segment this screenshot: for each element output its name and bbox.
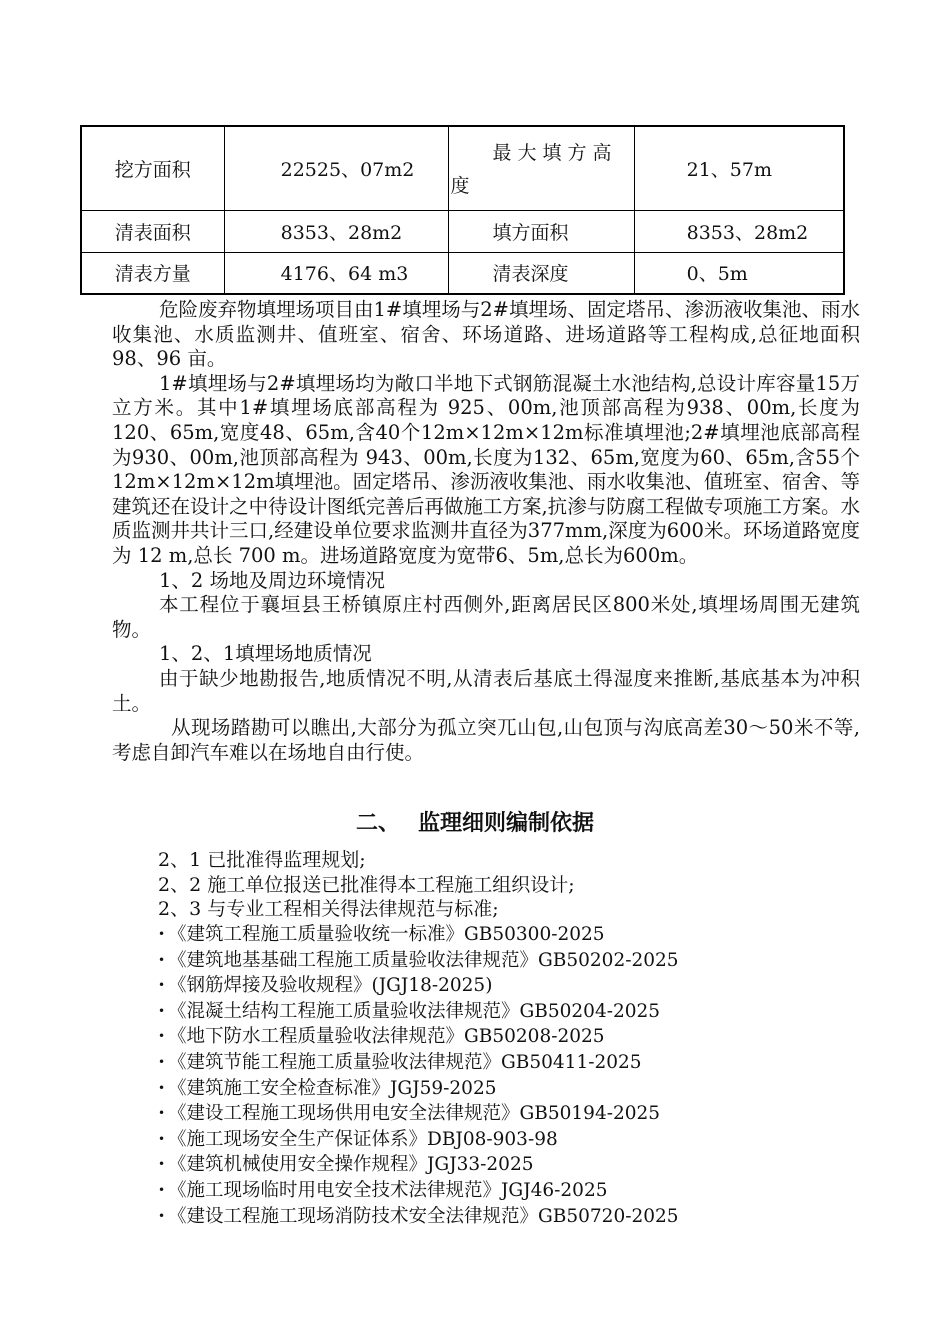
list-item-text: 《建筑工程施工质量验收统一标准》GB50300-2025 (168, 924, 605, 945)
bullet-icon: • (158, 1131, 166, 1146)
bullet-icon: • (158, 1054, 166, 1069)
bullet-icon: • (158, 927, 166, 941)
table-cell-value: 4176、64 m3 (224, 252, 448, 294)
paragraph-project-scope: 危险废弃物填埋场项目由1#填埋场与2#填埋场、固定塔吊、渗沥液收集池、雨水收集池、水质监测井、值班室、宿舍、环场道路、进场道路等工程构成,总征地面积 98、96 亩。 (112, 298, 860, 371)
list-item (158, 948, 679, 974)
section-title: 监理细则编制依据 (418, 811, 595, 836)
table-row (81, 210, 844, 252)
table-cell-label: 清表方量 (81, 252, 224, 294)
list-item (158, 1076, 679, 1102)
section-heading (0, 806, 950, 837)
list-item-text: 《施工现场临时用电安全技术法律规范》JGJ46-2025 (168, 1179, 608, 1201)
bullet-icon: • (158, 1080, 166, 1095)
table-cell-label-line1: 最大填方高 (492, 142, 618, 165)
list-item-text: 《钢筋焊接及验收规程》(JGJ18-2025) (168, 975, 493, 997)
table-cell-label: 填方面积 (448, 210, 634, 252)
list-item (158, 1152, 679, 1178)
table-row (81, 126, 844, 210)
standards-list (158, 922, 679, 1229)
list-item (158, 999, 679, 1025)
basis-list (158, 848, 575, 922)
list-item-text: 《建设工程施工现场消防技术安全法律规范》GB50720-2025 (168, 1205, 679, 1227)
list-item-text: 《混凝土结构工程施工质量验收法律规范》GB50204-2025 (168, 1000, 661, 1022)
table-cell-label-line2: 度 (450, 175, 470, 198)
bullet-icon: • (158, 978, 166, 993)
basis-item: 2、3 与专业工程相关得法律规范与标准; (158, 898, 499, 921)
bullet-icon: • (158, 1106, 166, 1121)
table-cell-value: 8353、28m2 (224, 210, 448, 252)
subheading-geology: 1、2、1填埋场地质情况 (159, 642, 372, 666)
subheading-site-environment: 1、2 场地及周边环境情况 (159, 568, 386, 592)
table-row (81, 252, 844, 294)
paragraph-site-location: 本工程位于襄垣县王桥镇原庄村西侧外,距离居民区800米处,填埋场周围无建筑物。 (112, 593, 860, 641)
table-cell-value: 22525、07m2 (224, 126, 448, 210)
list-item (158, 1204, 679, 1230)
paragraph-geology: 由于缺少地勘报告,地质情况不明,从清表后基底土得湿度来推断,基底基本为冲积土。 (112, 666, 860, 715)
basis-item: 2、1 已批准得监理规划; (158, 849, 366, 871)
list-item (158, 1178, 679, 1204)
list-item-text: 《建筑节能工程施工质量验收法律规范》GB50411-2025 (168, 1051, 642, 1073)
list-item (158, 1024, 679, 1050)
bullet-icon: • (158, 1003, 166, 1018)
list-item-text: 《施工现场安全生产保证体系》DBJ08-903-98 (168, 1128, 558, 1150)
basis-item: 2、2 施工单位报送已批准得本工程施工组织设计; (158, 873, 575, 896)
list-item (158, 973, 679, 999)
table-cell-label: 挖方面积 (81, 126, 224, 210)
bullet-icon: • (158, 952, 166, 967)
list-item (158, 1127, 679, 1153)
bullet-icon: • (158, 1182, 166, 1197)
list-item-text: 《建设工程施工现场供用电安全法律规范》GB50194-2025 (168, 1103, 661, 1125)
project-data-table (80, 125, 845, 295)
list-item-text: 《地下防水工程质量验收法律规范》GB50208-2025 (168, 1026, 605, 1048)
table-cell-value: 21、57m (634, 126, 844, 210)
table-cell-label: 清表面积 (81, 210, 224, 252)
table-cell-value: 0、5m (634, 252, 844, 294)
bullet-icon: • (158, 1029, 166, 1044)
list-item (158, 1050, 679, 1076)
table-cell-label: 清表深度 (448, 252, 634, 294)
list-item-text: 《建筑机械使用安全操作规程》JGJ33-2025 (168, 1154, 534, 1176)
list-item (158, 1101, 679, 1127)
paragraph-terrain: 从现场踏勘可以瞧出,大部分为孤立突兀山包,山包顶与沟底高差30～50米不等,考虑自卸汽车难以在场地自由行使。 (112, 716, 860, 764)
list-item-text: 《建筑地基基础工程施工质量验收法律规范》GB50202-2025 (168, 949, 679, 971)
list-item-text: 《建筑施工安全检查标准》JGJ59-2025 (168, 1077, 497, 1099)
project-description (112, 298, 860, 765)
paragraph-landfill-structure: 1#填埋场与2#填埋场均为敞口半地下式钢筋混凝土水池结构,总设计库容量15万立方米。其中1#填埋场底部高程为 925、00m,池顶部高程为938、00m,长度为120、65m,宽度48、65m,含40个12m×12m×12m标准填埋池;2#填埋池底部高程为930、00m,池顶部高程为 943、00m,长度为132、65m,宽度为60、65m,含55个12m×12m×12m填埋池。固定塔吊、渗沥液收集池、雨水收集池、值班室、宿舍、等建筑还在设计之中待设计图纸完善后再做施工方案,抗渗与防腐工程做专项施工方案。水质监测井共计三口,经建设单位要求监测井直径为377mm,深度为600米。环场道路宽度为 12 m,总长 700 m。进场道路宽度为宽带6、5m,总长为600m。 (112, 371, 860, 567)
table-cell-value: 8353、28m2 (634, 210, 844, 252)
table-cell-label (448, 126, 634, 210)
bullet-icon: • (158, 1208, 166, 1223)
bullet-icon: • (158, 1157, 166, 1172)
list-item (158, 922, 679, 948)
section-number: 二、 (355, 811, 400, 836)
